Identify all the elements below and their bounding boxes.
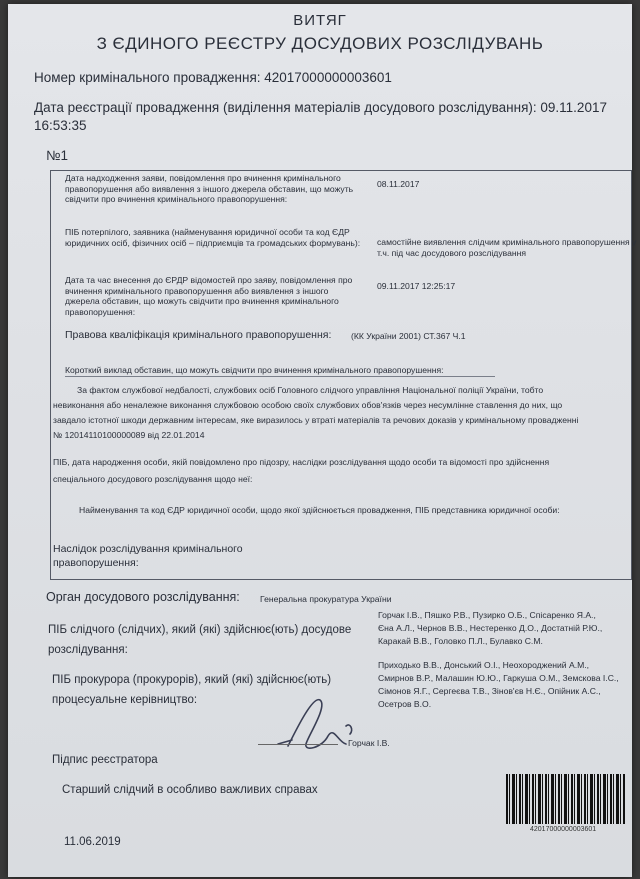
suspect-label: ПІБ, дата народження особи, якій повідомлено про підозру, наслідки розслідування щодо особи та відомості про здійснення [53, 457, 550, 467]
proceeding-number: Номер кримінального провадження: 42017000000003601 [34, 70, 392, 85]
row-value: самостійне виявлення слідчим кримінального правопорушення у т.ч. під час досудового розслідування [377, 237, 637, 258]
barcode-number: 42017000000003601 [530, 826, 597, 833]
signature-line [258, 744, 338, 745]
row-label: Дата та час внесення до ЄРДР відомостей про заяву, повідомлення про вчинення кримінального правопорушення або виявлення з іншого джерела обставин, що можуть свідчити про вчинення кримінального правопорушення: [65, 275, 353, 317]
document-page [8, 4, 637, 877]
row-label: Дата надходження заяви, повідомлення про вчинення кримінального правопорушення або виявлення з іншого джерела обставин, що можуть свідчити про вчинення кримінального правопорушення: [65, 173, 354, 204]
row-label: ПІБ потерпілого, заявника (найменування юридичної особи та код ЄДР юридичних осіб, фізичних осіб – підприємців та громадських формувань): [65, 227, 361, 248]
row-label: Правова кваліфікація кримінального правопорушення: [65, 329, 332, 341]
document-date: 11.06.2019 [64, 836, 121, 848]
investigators-names: Горчак І.В., Пяшко Р.В., Пузирко О.Б., Спісаренко Я.А., [378, 610, 596, 620]
position-label: Старший слідчий в особливо важливих справах [62, 784, 318, 796]
registrar-signature-label: Підпис реєстратора [52, 754, 158, 766]
summary-text: невиконання або неналежне виконання службовою особою своїх службових обов'язків через несумлінне ставлення до них, що [53, 400, 563, 410]
row-value: 09.11.2017 12:25:17 [377, 281, 456, 291]
consequence-label: Наслідок розслідування кримінального [53, 543, 243, 555]
barcode [506, 774, 626, 824]
prosecutors-names: Сімонов Я.Г., Сергеєва Т.В., Зінов'єв Н.Є., Опійник А.С., [378, 686, 601, 696]
investigators-names: Єна А.Л., Чернов В.В., Нестеренко Д.О., Достатній Р.Ю., [378, 623, 603, 633]
investigation-body-label: Орган досудового розслідування: [46, 590, 240, 604]
summary-text: За фактом службової недбалості, службових осіб Головного слідчого управління Національної поліції України, тобто [77, 385, 544, 395]
summary-text: № 12014110100000089 від 22.01.2014 [53, 430, 205, 440]
row-value: 08.11.2017 [377, 179, 420, 189]
prosecutors-names: Смирнов В.Р., Малашин Ю.Ю., Гаркуша О.М., Земскова І.С., [378, 673, 619, 683]
summary-text: завдало істотної шкоди державним інтересам, яке виразилось у втраті матеріалів та речових доказів у кримінальному провадженні [53, 415, 579, 425]
record-number: №1 [46, 148, 68, 163]
investigators-label: ПІБ слідчого (слідчих), який (які) здійснює(ють) досудове [48, 624, 352, 636]
row-value: (КК України 2001) СТ.367 Ч.1 [351, 331, 466, 341]
registration-time: 16:53:35 [34, 118, 87, 133]
consequence-label: правопорушення: [53, 557, 139, 569]
legal-entity-label: Найменування та код ЄДР юридичної особи, щодо якої здійснюється провадження, ПІБ представника юридичної особи: [79, 505, 560, 515]
investigators-label: розслідування: [48, 644, 128, 656]
prosecutors-names: Осетров В.О. [378, 699, 432, 709]
document-title: ВИТЯГ [293, 12, 347, 29]
registration-date: Дата реєстрації провадження (виділення матеріалів досудового розслідування): 09.11.2017 [34, 100, 607, 115]
prosecutors-label: ПІБ прокурора (прокурорів), який (які) здійснює(ють) [52, 674, 332, 686]
investigators-names: Каракай В.В., Головко П.Л., Булавко С.М. [378, 636, 543, 646]
summary-label: Короткий виклад обставин, що можуть свідчити про вчинення кримінального правопорушення: [65, 365, 444, 375]
prosecutors-label: процесуальне керівництво: [52, 694, 198, 706]
investigation-body-value: Генеральна прокуратура України [260, 594, 392, 604]
signer-name: Горчак І.В. [348, 738, 390, 748]
prosecutors-names: Приходько В.В., Донський О.І., Неохороджений А.М., [378, 660, 590, 670]
suspect-label: спеціального досудового розслідування щодо неї: [53, 474, 253, 484]
register-table [50, 170, 637, 580]
document-subtitle: З ЄДИНОГО РЕЄСТРУ ДОСУДОВИХ РОЗСЛІДУВАНЬ [96, 34, 544, 53]
divider [65, 376, 495, 377]
